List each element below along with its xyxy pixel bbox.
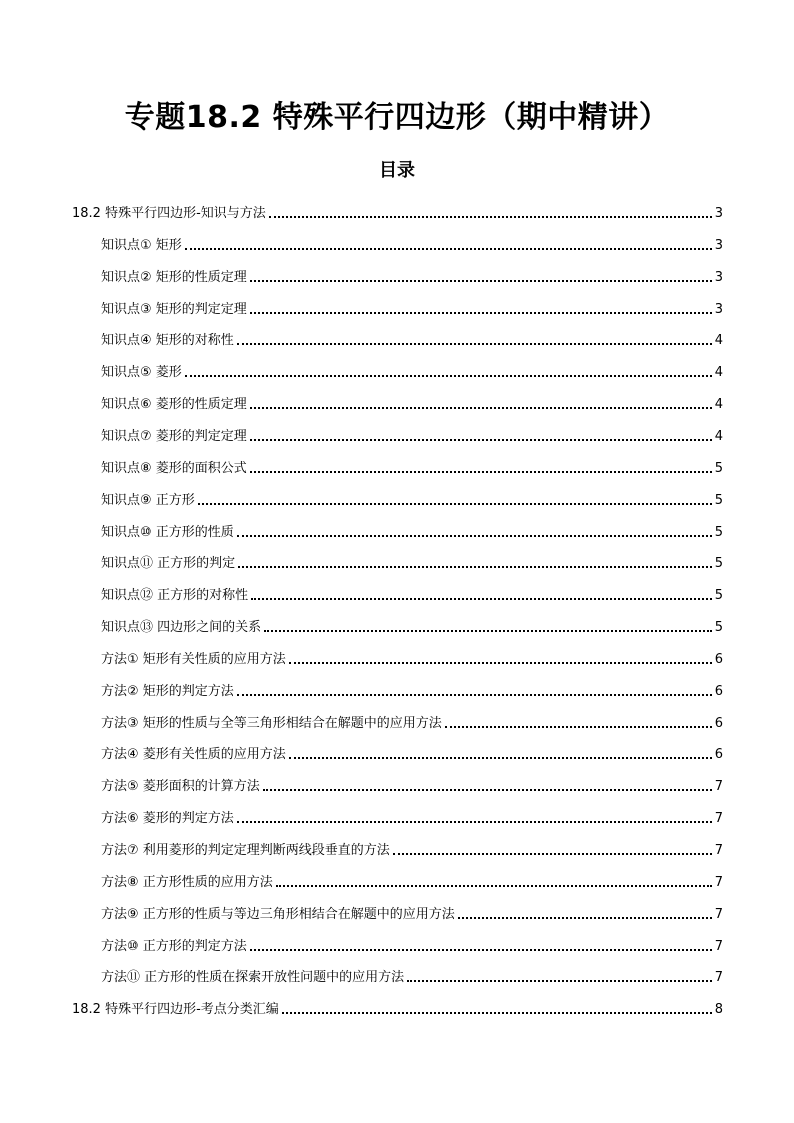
- toc-entry-label: 方法③ 矩形的性质与全等三角形相结合在解题中的应用方法: [101, 716, 442, 731]
- toc-page-number: 3: [714, 238, 723, 253]
- toc-page-number: 3: [714, 270, 723, 285]
- toc-entry-label: 知识点⑩ 正方形的性质: [101, 525, 234, 540]
- dot-leader: [237, 534, 712, 537]
- toc-entry-label: 知识点① 矩形: [101, 238, 182, 253]
- toc-entry-label: 知识点⑪ 正方形的判定: [101, 556, 236, 571]
- dot-leader: [289, 661, 712, 664]
- toc-page-number: 7: [714, 875, 723, 890]
- toc-subsection-entry[interactable]: [101, 552, 723, 572]
- dot-leader: [237, 693, 712, 696]
- toc-subsection-entry[interactable]: [101, 743, 723, 763]
- dot-leader: [237, 820, 712, 823]
- toc-entry-label: 知识点⑨ 正方形: [101, 493, 195, 508]
- dot-leader: [282, 1011, 712, 1014]
- dot-leader: [250, 948, 712, 951]
- toc-entry-label: 知识点⑧ 菱形的面积公式: [101, 461, 247, 476]
- toc-subsection-entry[interactable]: [101, 839, 723, 859]
- toc-entry-label: 知识点⑬ 四边形之间的关系: [101, 620, 262, 635]
- toc-subsection-entry[interactable]: [101, 648, 723, 668]
- toc-subsection-entry[interactable]: [101, 457, 723, 477]
- toc-entry-label: 知识点⑥ 菱形的性质定理: [101, 397, 247, 412]
- toc-subsection-entry[interactable]: [101, 329, 723, 349]
- toc-section-entry[interactable]: [72, 202, 723, 222]
- toc-page-number: 7: [714, 811, 723, 826]
- toc-page-number: 4: [714, 429, 723, 444]
- toc-entry-label: 知识点② 矩形的性质定理: [101, 270, 247, 285]
- toc-page-number: 7: [714, 970, 723, 985]
- toc-page-number: 4: [714, 397, 723, 412]
- toc-entry-label: 方法④ 菱形有关性质的应用方法: [101, 747, 286, 762]
- toc-entry-label: 方法② 矩形的判定方法: [101, 684, 234, 699]
- toc-page-number: 6: [714, 716, 723, 731]
- toc-page-number: 3: [714, 206, 723, 221]
- toc-entry-label: 18.2 特殊平行四边形-考点分类汇编: [72, 1002, 279, 1017]
- toc-subsection-entry[interactable]: [101, 584, 723, 604]
- toc-entry-label: 方法⑥ 菱形的判定方法: [101, 811, 234, 826]
- toc-subsection-entry[interactable]: [101, 266, 723, 286]
- dot-leader: [393, 852, 712, 855]
- dot-leader: [185, 247, 712, 250]
- toc-page-number: 5: [714, 620, 723, 635]
- toc-subsection-entry[interactable]: [101, 489, 723, 509]
- toc-entry-label: 方法⑨ 正方形的性质与等边三角形相结合在解题中的应用方法: [101, 907, 455, 922]
- toc-subsection-entry[interactable]: [101, 712, 723, 732]
- dot-leader: [269, 215, 712, 218]
- toc-subsection-entry[interactable]: [101, 680, 723, 700]
- toc-subsection-entry[interactable]: [101, 298, 723, 318]
- dot-leader: [445, 725, 712, 728]
- dot-leader: [198, 502, 712, 505]
- toc-page-number: 6: [714, 747, 723, 762]
- toc-subsection-entry[interactable]: [101, 775, 723, 795]
- toc-entry-label: 知识点④ 矩形的对称性: [101, 333, 234, 348]
- toc-page-number: 5: [714, 556, 723, 571]
- dot-leader: [250, 470, 712, 473]
- dot-leader: [237, 342, 712, 345]
- toc-subsection-entry[interactable]: [101, 935, 723, 955]
- toc-page-number: 6: [714, 684, 723, 699]
- toc-page-number: 7: [714, 843, 723, 858]
- toc-subsection-entry[interactable]: [101, 361, 723, 381]
- toc-page-number: 4: [714, 365, 723, 380]
- dot-leader: [185, 374, 712, 377]
- dot-leader: [458, 916, 712, 919]
- toc-entry-label: 方法⑦ 利用菱形的判定定理判断两线段垂直的方法: [101, 843, 390, 858]
- toc-entry-label: 方法① 矩形有关性质的应用方法: [101, 652, 286, 667]
- toc-subsection-entry[interactable]: [101, 393, 723, 413]
- toc-section-entry[interactable]: [72, 998, 723, 1018]
- toc-page-number: 4: [714, 333, 723, 348]
- toc-subsection-entry[interactable]: [101, 521, 723, 541]
- dot-leader: [250, 279, 712, 282]
- toc-entry-label: 方法⑧ 正方形性质的应用方法: [101, 875, 273, 890]
- toc-entry-label: 知识点⑦ 菱形的判定定理: [101, 429, 247, 444]
- toc-subsection-entry[interactable]: [101, 807, 723, 827]
- toc-entry-label: 方法⑩ 正方形的判定方法: [101, 939, 247, 954]
- dot-leader: [264, 629, 712, 632]
- toc-page-number: 6: [714, 652, 723, 667]
- toc-entry-label: 方法⑪ 正方形的性质在探索开放性问题中的应用方法: [101, 970, 405, 985]
- dot-leader: [263, 788, 712, 791]
- toc-page-number: 7: [714, 939, 723, 954]
- dot-leader: [250, 406, 712, 409]
- toc-page-number: 3: [714, 302, 723, 317]
- toc-page-number: 5: [714, 525, 723, 540]
- toc-subsection-entry[interactable]: [101, 903, 723, 923]
- toc-page-number: 5: [714, 493, 723, 508]
- toc-subsection-entry[interactable]: [101, 966, 723, 986]
- toc-page-number: 7: [714, 907, 723, 922]
- toc-heading: 目录: [379, 160, 415, 181]
- toc-entry-label: 知识点③ 矩形的判定定理: [101, 302, 247, 317]
- dot-leader: [276, 884, 712, 887]
- dot-leader: [407, 979, 712, 982]
- toc-entry-label: 知识点⑫ 正方形的对称性: [101, 588, 249, 603]
- toc-entry-label: 知识点⑤ 菱形: [101, 365, 182, 380]
- toc-subsection-entry[interactable]: [101, 234, 723, 254]
- dot-leader: [238, 565, 712, 568]
- toc-subsection-entry[interactable]: [101, 425, 723, 445]
- toc-entry-label: 18.2 特殊平行四边形-知识与方法: [72, 206, 266, 221]
- dot-leader: [250, 311, 712, 314]
- toc-subsection-entry[interactable]: [101, 871, 723, 891]
- toc-subsection-entry[interactable]: [101, 616, 723, 636]
- toc-page-number: 8: [714, 1002, 723, 1017]
- dot-leader: [251, 597, 712, 600]
- toc-page-number: 5: [714, 588, 723, 603]
- page-title: 专题18.2 特殊平行四边形（期中精讲）: [124, 100, 670, 135]
- dot-leader: [250, 438, 712, 441]
- toc-page-number: 5: [714, 461, 723, 476]
- dot-leader: [289, 756, 712, 759]
- toc-page-number: 7: [714, 779, 723, 794]
- toc-entry-label: 方法⑤ 菱形面积的计算方法: [101, 779, 260, 794]
